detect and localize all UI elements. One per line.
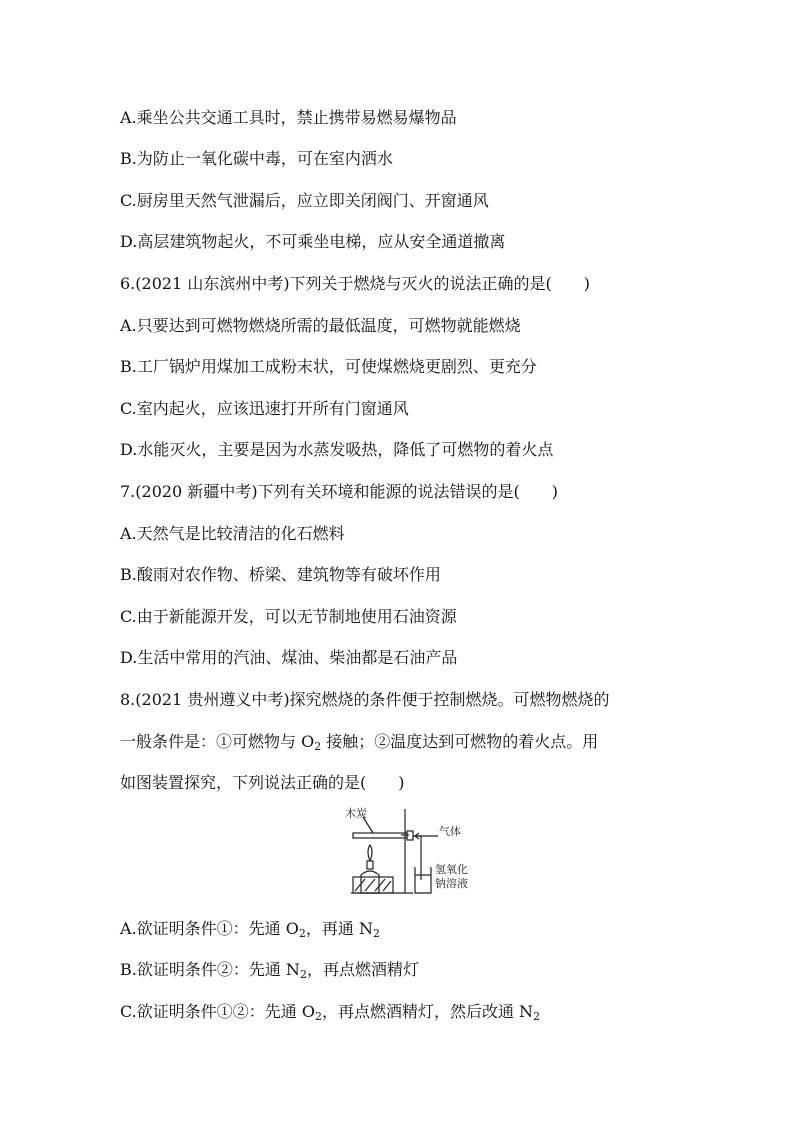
q5-option-a: A.乘坐公共交通工具时，禁止携带易燃易爆物品 [120, 108, 457, 127]
q7-stem: 7.(2020 新疆中考)下列有关环境和能源的说法错误的是( ) [120, 482, 559, 501]
subscript: 2 [314, 740, 322, 753]
label-charcoal: 木炭 [345, 807, 367, 820]
hatch-line [383, 881, 391, 891]
hatch-line [365, 879, 375, 891]
hatch-line [355, 879, 365, 891]
q8-option-c-part2: ，再点燃酒精灯，然后改通 N [321, 1002, 534, 1021]
q8-option-a-part2: ，再通 N [305, 919, 373, 938]
label-naoh-line1: 氢氧化 [435, 863, 468, 876]
q8-stem-line3: 如图装置探究，下列说法正确的是( ) [120, 773, 405, 792]
experiment-apparatus-figure [343, 805, 478, 898]
support-block [353, 877, 393, 893]
q8-option-b-part1: B.欲证明条件②：先通 N [120, 960, 300, 979]
label-gas: 气体 [439, 825, 461, 838]
lamp-wick-holder [367, 861, 373, 869]
q7-option-d: D.生活中常用的汽油、煤油、柴油都是石油产品 [120, 648, 458, 667]
beaker [415, 867, 431, 893]
subscript: 2 [298, 927, 306, 940]
q6-option-a: A.只要达到可燃物燃烧所需的最低温度，可燃物就能燃烧 [120, 316, 521, 335]
hatch-line [375, 879, 385, 891]
q8-option-c [120, 1001, 540, 1028]
q6-option-c: C.室内起火，应该迅速打开所有门窗通风 [120, 399, 409, 418]
outlet-tube [413, 836, 421, 880]
q8-stem-line1: 8.(2021 贵州遵义中考)探究燃烧的条件便于控制燃烧。可燃物燃烧的 [120, 690, 610, 709]
q8-option-a-part1: A.欲证明条件①：先通 O [120, 919, 299, 938]
subscript: 2 [372, 927, 380, 940]
q7-option-c: C.由于新能源开发，可以无节制地使用石油资源 [120, 607, 457, 626]
subscript: 2 [299, 968, 307, 981]
label-naoh-line2: 钠溶液 [435, 877, 468, 890]
subscript: 2 [533, 1010, 541, 1023]
q6-stem: 6.(2021 山东滨州中考)下列关于燃烧与灭火的说法正确的是( ) [120, 274, 591, 293]
q7-option-a: A.天然气是比较清洁的化石燃料 [120, 524, 345, 543]
glass-tube [353, 833, 407, 838]
q8-option-b [120, 959, 419, 986]
q5-option-c: C.厨房里天然气泄漏后，应立即关闭阀门、开窗通风 [120, 191, 489, 210]
q6-option-d: D.水能灭火，主要是因为水蒸发吸热，降低了可燃物的着火点 [120, 440, 554, 459]
flame-icon [368, 845, 372, 861]
q8-option-c-part1: C.欲证明条件①②：先通 O [120, 1002, 315, 1021]
q5-option-b: B.为防止一氧化碳中毒，可在室内洒水 [120, 149, 393, 168]
q8-option-b-part2: ，再点燃酒精灯 [306, 960, 419, 979]
q8-stem-line2 [120, 731, 598, 758]
q8-stem-line2-part2: 接触；②温度达到可燃物的着火点。用 [321, 732, 599, 751]
q5-option-d: D.高层建筑物起火，不可乘坐电梯，应从安全通道撤离 [120, 232, 506, 251]
q8-option-a [120, 918, 380, 945]
subscript: 2 [314, 1010, 322, 1023]
q6-option-b: B.工厂锅炉用煤加工成粉末状，可使煤燃烧更剧烈、更充分 [120, 357, 537, 376]
q7-option-b: B.酸雨对农作物、桥梁、建筑物等有破坏作用 [120, 565, 441, 584]
q8-stem-line2-part1: 一般条件是：①可燃物与 O [120, 732, 315, 751]
